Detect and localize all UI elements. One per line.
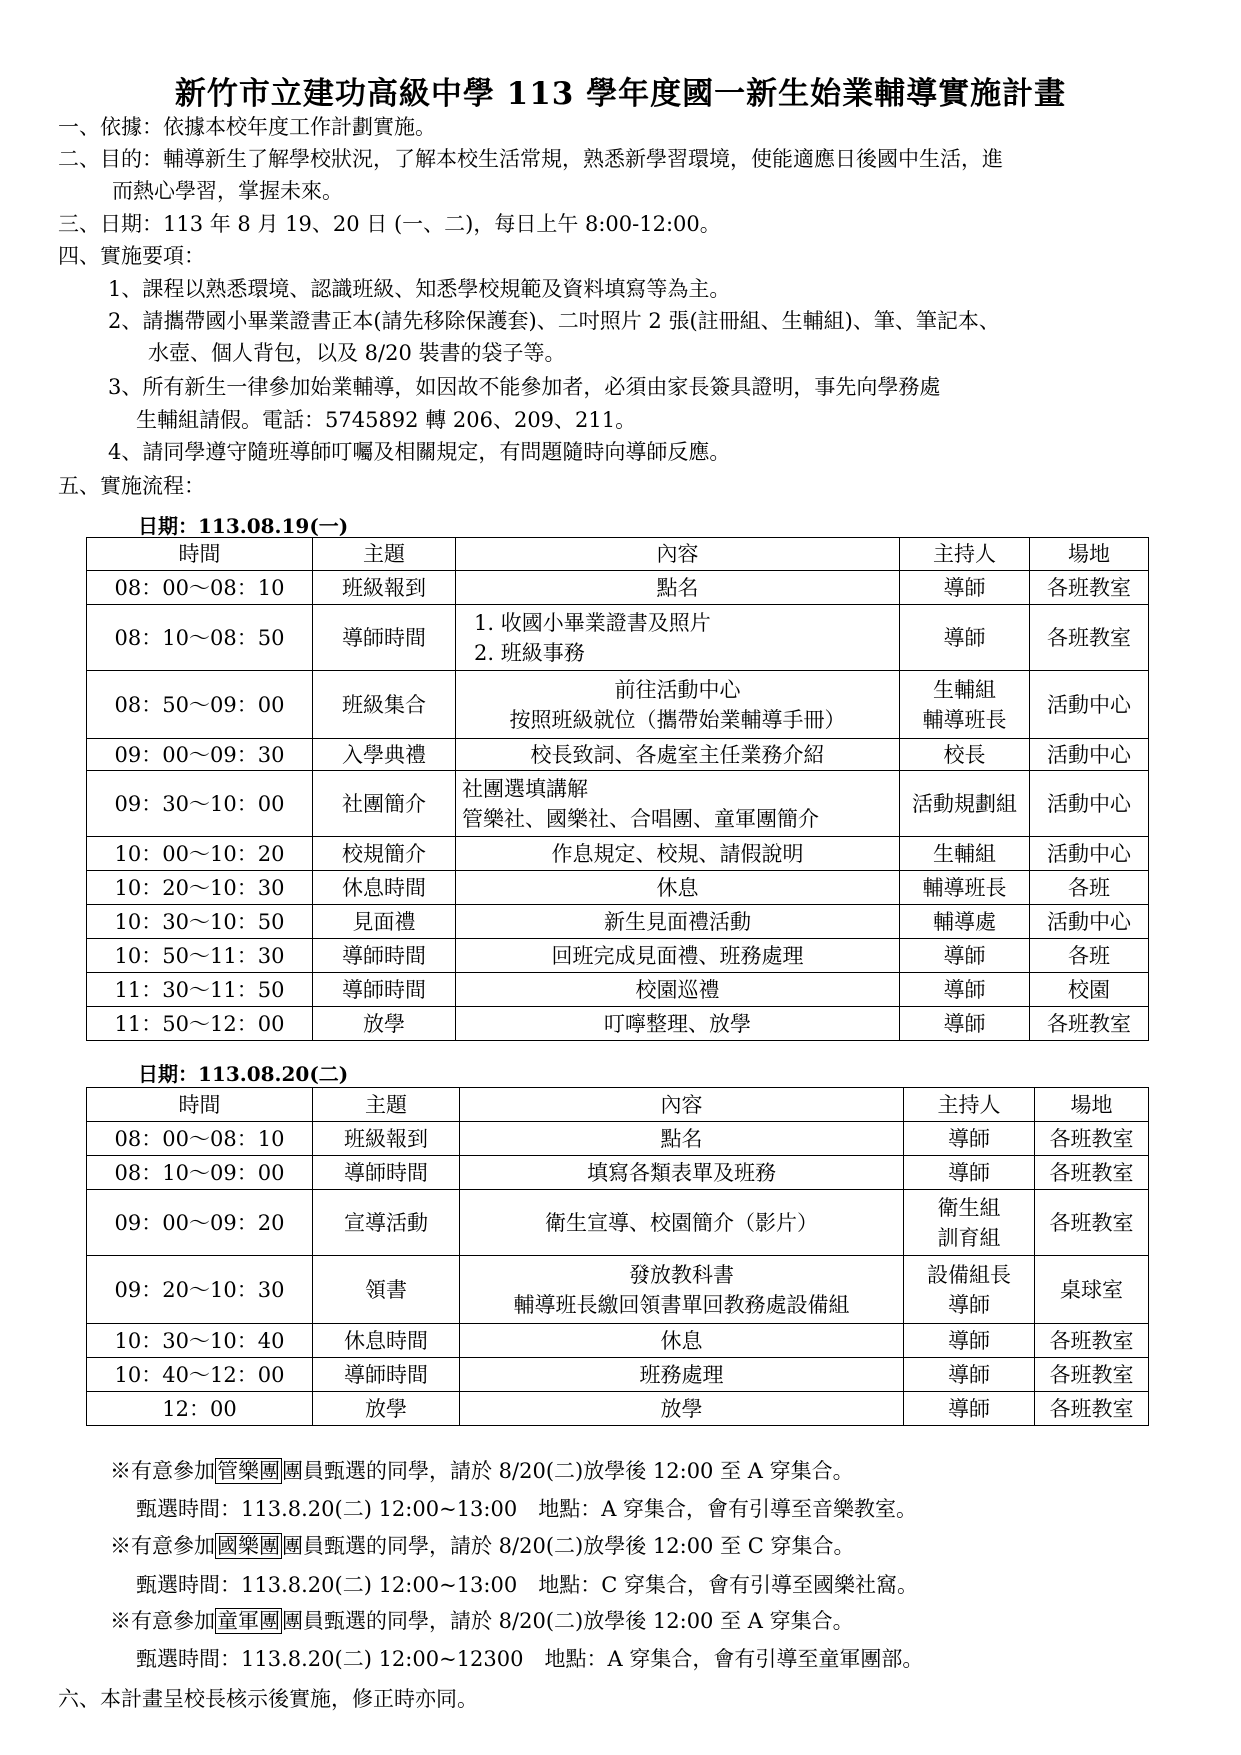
note-brass-band xyxy=(110,1456,854,1486)
cell-topic: 入學典禮 xyxy=(313,739,456,771)
cell-time: 08：10～09：00 xyxy=(87,1156,313,1190)
item-1: 1、課程以熟悉環境、認識班級、知悉學校規範及資料填寫等為主。 xyxy=(108,277,731,301)
table-row xyxy=(87,871,1149,905)
cell-topic: 領書 xyxy=(313,1256,460,1324)
header-host: 主持人 xyxy=(900,538,1030,571)
cell-content xyxy=(456,671,900,739)
cell-content: 衛生宣導、校園簡介（影片） xyxy=(460,1190,904,1256)
cell-time: 08：10～08：50 xyxy=(87,605,313,671)
cell-place: 各班教室 xyxy=(1035,1190,1149,1256)
header-host: 主持人 xyxy=(904,1088,1035,1122)
cell-place: 各班教室 xyxy=(1035,1122,1149,1156)
note-suffix: 團員甄選的同學，請於 8/20(二)放學後 12:00 至 C 穿集合。 xyxy=(282,1534,855,1558)
cell-place: 各班教室 xyxy=(1035,1324,1149,1358)
table-row xyxy=(87,1122,1149,1156)
cell-host: 校長 xyxy=(900,739,1030,771)
note-suffix: 團員甄選的同學，請於 8/20(二)放學後 12:00 至 A 穿集合。 xyxy=(282,1609,854,1633)
header-time: 時間 xyxy=(87,538,313,571)
cell-host: 導師 xyxy=(900,571,1030,605)
cell-place: 各班教室 xyxy=(1035,1358,1149,1392)
cell-host: 導師 xyxy=(904,1392,1035,1426)
content-line: 發放教科書 xyxy=(629,1262,734,1287)
cell-time: 10：30～10：50 xyxy=(87,905,313,939)
host-line: 生輔組 xyxy=(933,677,996,702)
cell-host: 導師 xyxy=(904,1324,1035,1358)
cell-content: 放學 xyxy=(460,1392,904,1426)
cell-place: 校園 xyxy=(1030,973,1149,1007)
table-row xyxy=(87,671,1149,739)
cell-topic: 校規簡介 xyxy=(313,837,456,871)
table-row xyxy=(87,1190,1149,1256)
table-row xyxy=(87,771,1149,837)
cell-content: 叮嚀整理、放學 xyxy=(456,1007,900,1041)
cell-topic: 休息時間 xyxy=(313,1324,460,1358)
section-basis: 一、依據：依據本校年度工作計劃實施。 xyxy=(58,115,436,139)
cell-content xyxy=(460,1256,904,1324)
cell-content: 點名 xyxy=(456,571,900,605)
cell-time: 08：50～09：00 xyxy=(87,671,313,739)
table-row xyxy=(87,905,1149,939)
boxed-club-name: 管樂團 xyxy=(217,1459,280,1483)
cell-host: 導師 xyxy=(904,1122,1035,1156)
note-prefix: ※有意參加 xyxy=(110,1459,215,1483)
item-3-cont: 生輔組請假。電話：5745892 轉 206、209、211。 xyxy=(136,408,637,432)
table-row xyxy=(87,1358,1149,1392)
table-row xyxy=(87,939,1149,973)
host-line: 訓育組 xyxy=(937,1225,1001,1250)
cell-host: 導師 xyxy=(904,1156,1035,1190)
content-line: 前往活動中心 xyxy=(614,677,741,702)
table-row xyxy=(87,1156,1149,1190)
cell-host: 導師 xyxy=(900,605,1030,671)
item-4: 4、請同學遵守隨班導師叮囑及相關規定，有問題隨時向導師反應。 xyxy=(108,440,731,464)
cell-content xyxy=(456,605,900,671)
cell-time: 12：00 xyxy=(87,1392,313,1426)
cell-place: 桌球室 xyxy=(1035,1256,1149,1324)
host-line: 導師 xyxy=(948,1292,990,1317)
content-line: 按照班級就位（攜帶始業輔導手冊） xyxy=(509,707,846,732)
header-topic: 主題 xyxy=(313,538,456,571)
host-line: 設備組長 xyxy=(927,1262,1011,1287)
cell-time: 10：30～10：40 xyxy=(87,1324,313,1358)
item-3: 3、所有新生一律參加始業輔導，如因故不能參加者，必須由家長簽具證明，事先向學務處 xyxy=(108,375,941,399)
table-row xyxy=(87,1392,1149,1426)
document-title: 新竹市立建功高級中學 113 學年度國一新生始業輔導實施計畫 xyxy=(174,76,1067,112)
cell-host: 輔導班長 xyxy=(900,871,1030,905)
cell-content: 回班完成見面禮、班務處理 xyxy=(456,939,900,973)
section-items-heading: 四、實施要項： xyxy=(58,244,205,268)
cell-topic: 休息時間 xyxy=(313,871,456,905)
header-content: 內容 xyxy=(456,538,900,571)
cell-content: 班務處理 xyxy=(460,1358,904,1392)
content-line: 管樂社、國樂社、合唱團、童軍團簡介 xyxy=(462,806,819,831)
cell-time: 09：00～09：20 xyxy=(87,1190,313,1256)
cell-topic: 導師時間 xyxy=(313,1156,460,1190)
cell-topic: 導師時間 xyxy=(313,939,456,973)
day1-schedule-table xyxy=(86,537,1149,1041)
cell-place: 各班 xyxy=(1030,871,1149,905)
day2-schedule-table xyxy=(86,1087,1149,1426)
cell-content xyxy=(456,771,900,837)
cell-content: 校長致詞、各處室主任業務介紹 xyxy=(456,739,900,771)
cell-time: 09：20～10：30 xyxy=(87,1256,313,1324)
note-prefix: ※有意參加 xyxy=(110,1609,215,1633)
header-time: 時間 xyxy=(87,1088,313,1122)
cell-place: 各班教室 xyxy=(1030,571,1149,605)
cell-topic: 宣導活動 xyxy=(313,1190,460,1256)
cell-topic: 放學 xyxy=(313,1392,460,1426)
cell-host: 導師 xyxy=(900,1007,1030,1041)
cell-content: 休息 xyxy=(460,1324,904,1358)
note-suffix: 團員甄選的同學，請於 8/20(二)放學後 12:00 至 A 穿集合。 xyxy=(282,1459,854,1483)
cell-topic: 班級報到 xyxy=(313,1122,460,1156)
cell-host: 導師 xyxy=(900,939,1030,973)
cell-time: 09：00～09：30 xyxy=(87,739,313,771)
cell-topic: 導師時間 xyxy=(313,605,456,671)
item-2: 2、請攜帶國小畢業證書正本(請先移除保護套)、二吋照片 2 張(註冊組、生輔組)、筆、筆記本、 xyxy=(108,309,1000,333)
cell-place: 各班教室 xyxy=(1035,1156,1149,1190)
cell-content: 作息規定、校規、請假說明 xyxy=(456,837,900,871)
cell-topic: 導師時間 xyxy=(313,1358,460,1392)
cell-host xyxy=(900,671,1030,739)
note-chinese-orchestra xyxy=(110,1531,855,1561)
host-line: 衛生組 xyxy=(937,1195,1001,1220)
cell-topic: 班級報到 xyxy=(313,571,456,605)
note-scouts-detail: 甄選時間：113.8.20(二) 12:00~12300 地點：A 穿集合，會有引導至童軍團部。 xyxy=(136,1647,924,1671)
note-prefix: ※有意參加 xyxy=(110,1534,215,1558)
cell-place: 活動中心 xyxy=(1030,905,1149,939)
cell-topic: 導師時間 xyxy=(313,973,456,1007)
cell-place: 各班 xyxy=(1030,939,1149,973)
cell-place: 活動中心 xyxy=(1030,671,1149,739)
cell-time: 08：00～08：10 xyxy=(87,1122,313,1156)
table-row xyxy=(87,1256,1149,1324)
section-purpose: 二、目的：輔導新生了解學校狀況，了解本校生活常規，熟悉新學習環境，使能適應日後國中生活，進 xyxy=(58,147,1003,171)
host-line: 輔導班長 xyxy=(922,707,1007,732)
cell-time: 11：50～12：00 xyxy=(87,1007,313,1041)
cell-host xyxy=(904,1256,1035,1324)
cell-host: 導師 xyxy=(900,973,1030,1007)
table-row xyxy=(87,1324,1149,1358)
header-content: 內容 xyxy=(460,1088,904,1122)
section-dates: 三、日期：113 年 8 月 19、20 日 (一、二)，每日上午 8:00-12:00。 xyxy=(58,212,721,236)
table-row xyxy=(87,571,1149,605)
boxed-club-name: 童軍團 xyxy=(217,1609,280,1633)
note-chinese-orchestra-detail: 甄選時間：113.8.20(二) 12:00~13:00 地點：C 穿集合，會有引導至國樂社窩。 xyxy=(136,1573,918,1597)
cell-time: 10：50～11：30 xyxy=(87,939,313,973)
cell-host: 活動規劃組 xyxy=(900,771,1030,837)
table-row xyxy=(87,605,1149,671)
note-scouts xyxy=(110,1606,854,1636)
cell-place: 活動中心 xyxy=(1030,771,1149,837)
cell-time: 10：00～10：20 xyxy=(87,837,313,871)
cell-place: 各班教室 xyxy=(1035,1392,1149,1426)
content-line: 1. 收國小畢業證書及照片 xyxy=(474,610,711,635)
cell-host: 輔導處 xyxy=(900,905,1030,939)
note-brass-band-detail: 甄選時間：113.8.20(二) 12:00~13:00 地點：A 穿集合，會有引導至音樂教室。 xyxy=(136,1497,918,1521)
cell-host: 生輔組 xyxy=(900,837,1030,871)
cell-place: 各班教室 xyxy=(1030,1007,1149,1041)
cell-place: 活動中心 xyxy=(1030,837,1149,871)
header-topic: 主題 xyxy=(313,1088,460,1122)
cell-content: 點名 xyxy=(460,1122,904,1156)
header-place: 場地 xyxy=(1035,1088,1149,1122)
cell-place: 各班教室 xyxy=(1030,605,1149,671)
table-header-row xyxy=(87,538,1149,571)
day1-date-label: 日期：113.08.19(一) xyxy=(138,514,349,538)
item-2-cont: 水壺、個人背包，以及 8/20 裝書的袋子等。 xyxy=(148,341,566,365)
cell-topic: 班級集合 xyxy=(313,671,456,739)
cell-topic: 社團簡介 xyxy=(313,771,456,837)
content-line: 2. 班級事務 xyxy=(474,640,585,665)
section-flow-heading: 五、實施流程： xyxy=(58,474,205,498)
table-header-row xyxy=(87,1088,1149,1122)
cell-content: 休息 xyxy=(456,871,900,905)
table-row xyxy=(87,973,1149,1007)
content-line: 社團選填講解 xyxy=(462,776,588,801)
cell-host: 導師 xyxy=(904,1358,1035,1392)
header-place: 場地 xyxy=(1030,538,1149,571)
section-approval: 六、本計畫呈校長核示後實施，修正時亦同。 xyxy=(58,1687,478,1711)
cell-time: 10：20～10：30 xyxy=(87,871,313,905)
cell-content: 新生見面禮活動 xyxy=(456,905,900,939)
table-row xyxy=(87,837,1149,871)
day2-date-label: 日期：113.08.20(二) xyxy=(138,1062,349,1086)
table-row xyxy=(87,739,1149,771)
cell-topic: 見面禮 xyxy=(313,905,456,939)
boxed-club-name: 國樂團 xyxy=(217,1534,280,1558)
cell-time: 09：30～10：00 xyxy=(87,771,313,837)
cell-time: 10：40～12：00 xyxy=(87,1358,313,1392)
cell-time: 11：30～11：50 xyxy=(87,973,313,1007)
cell-topic: 放學 xyxy=(313,1007,456,1041)
section-purpose-cont: 而熱心學習，掌握未來。 xyxy=(112,179,343,203)
cell-time: 08：00～08：10 xyxy=(87,571,313,605)
table-row xyxy=(87,1007,1149,1041)
cell-content: 校園巡禮 xyxy=(456,973,900,1007)
cell-content: 填寫各類表單及班務 xyxy=(460,1156,904,1190)
content-line: 輔導班長繳回領書單回教務處設備組 xyxy=(513,1292,850,1317)
cell-host xyxy=(904,1190,1035,1256)
cell-place: 活動中心 xyxy=(1030,739,1149,771)
